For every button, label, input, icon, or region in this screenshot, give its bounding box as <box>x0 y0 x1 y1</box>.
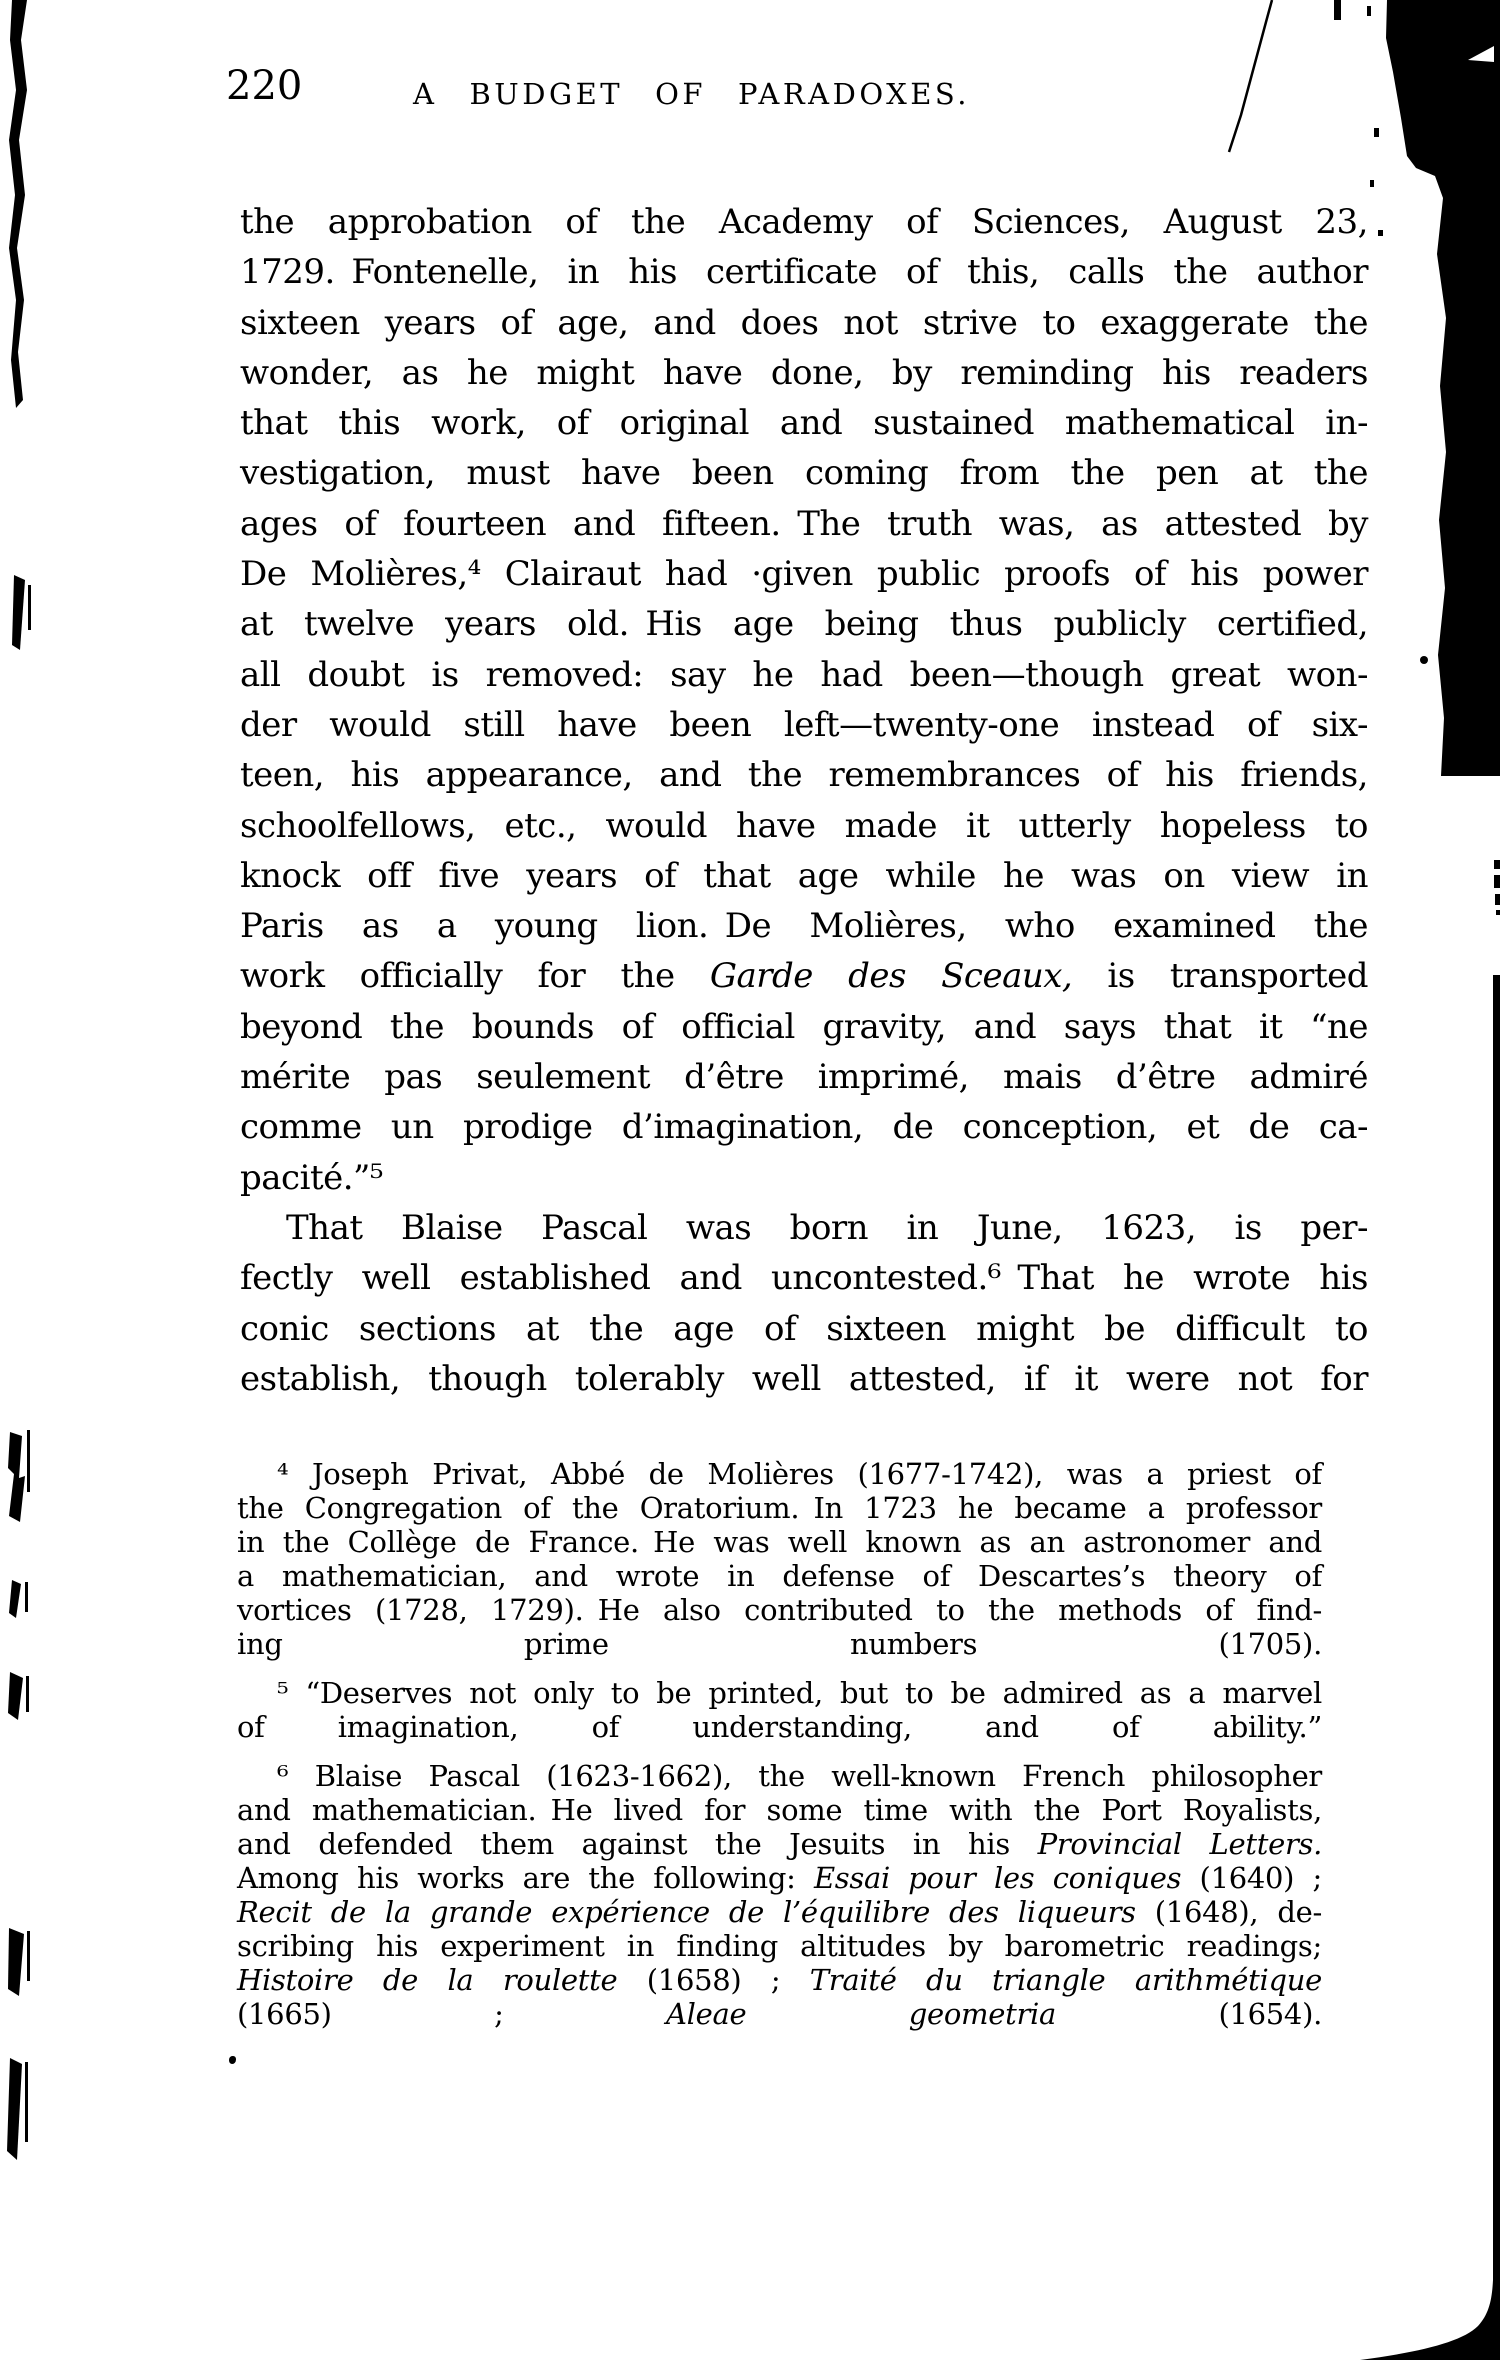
text-line: and mathematician. He lived for some time with the Port Royalists, <box>237 1793 1322 1827</box>
footnotes <box>237 1457 1322 2046</box>
ink-dot <box>229 2056 236 2064</box>
scan-edge-line <box>1493 975 1500 2305</box>
text-line: Recit de la grande expérience de l’équilibre des liqueurs (1648), de- <box>237 1895 1322 1929</box>
text-line: ⁵ “Deserves not only to be printed, but to be admired as a marvel <box>277 1676 1322 1710</box>
text-line: fectly well established and uncontested.⁶ That he wrote his <box>240 1258 1368 1299</box>
text-line: in the Collège de France. He was well known as an astronomer and <box>237 1525 1322 1559</box>
text-line: a mathematician, and wrote in defense of Descartes’s theory of <box>237 1559 1322 1593</box>
scan-streak-left <box>9 0 27 408</box>
ink-speck <box>1420 656 1428 664</box>
text-line: wonder, as he might have done, by reminding his readers <box>240 352 1368 393</box>
text-line: ⁴ Joseph Privat, Abbé de Molières (1677-1742), was a priest of <box>277 1457 1322 1491</box>
text-line: der would still have been left—twenty-one instead of six- <box>240 704 1368 745</box>
footnote-5 <box>237 1676 1322 1744</box>
text-line: work officially for the Garde des Sceaux, is transported <box>240 956 1368 997</box>
text-line: establish, though tolerably well attested, if it were not for <box>240 1358 1368 1399</box>
text-line: of imagination, of understanding, and of ability.” <box>237 1710 1322 1744</box>
text-line: that this work, of original and sustained mathematical in- <box>240 403 1368 444</box>
paragraph-1 <box>240 197 1368 1203</box>
text-line: mérite pas seulement d’être imprimé, mais d’être admiré <box>240 1057 1368 1098</box>
text-line: knock off five years of that age while he was on view in <box>240 855 1368 896</box>
text-line: Paris as a young lion. De Molières, who examined the <box>240 906 1368 947</box>
text-line: (1665) ; Aleae geometria (1654). <box>237 1997 1323 2031</box>
text-line: comme un prodige d’imagination, de conception, et de ca- <box>240 1107 1368 1148</box>
body-text <box>240 197 1368 1404</box>
text-line: beyond the bounds of official gravity, and says that it “ne <box>240 1006 1368 1047</box>
scan-flare-bottom-right <box>1360 2280 1500 2360</box>
scan-hairline <box>1229 0 1272 152</box>
text-line: sixteen years of age, and does not strive to exaggerate the <box>240 302 1368 343</box>
text-line: scribing his experiment in finding altitudes by barometric readings; <box>237 1929 1322 1963</box>
running-title: A BUDGET OF PARADOXES. <box>413 77 970 111</box>
text-line: ing prime numbers (1705). <box>237 1627 1322 1661</box>
text-line: ages of fourteen and fifteen. The truth was, as attested by <box>240 503 1368 544</box>
scan-blob-top-right <box>1386 0 1500 776</box>
text-line: conic sections at the age of sixteen might be difficult to <box>240 1308 1368 1349</box>
text-line: vestigation, must have been coming from the pen at the <box>240 453 1368 494</box>
footnote-6 <box>237 1759 1322 2031</box>
text-line: all doubt is removed: say he had been—though great won- <box>240 654 1368 695</box>
text-line: Among his works are the following: Essai pour les coniques (1640) ; <box>237 1861 1322 1895</box>
text-line: the approbation of the Academy of Sciences, August 23, <box>240 202 1368 242</box>
text-line: at twelve years old. His age being thus publicly certified, <box>240 604 1368 645</box>
text-line: and defended them against the Jesuits in his Provincial Letters. <box>237 1827 1323 1861</box>
text-line: the Congregation of the Oratorium. In 1723 he became a professor <box>237 1491 1322 1525</box>
text-line: De Molières,⁴ Clairaut had ·given public proofs of his power <box>240 554 1368 595</box>
paragraph-2 <box>240 1203 1368 1404</box>
page-number: 220 <box>226 63 303 109</box>
text-line: That Blaise Pascal was born in June, 1623, is per- <box>286 1207 1368 1248</box>
text-line: ⁶ Blaise Pascal (1623-1662), the well-known French philosopher <box>277 1759 1322 1793</box>
text-line: 1729. Fontenelle, in his certificate of this, calls the author <box>240 252 1368 293</box>
text-line: teen, his appearance, and the remembrances of his friends, <box>240 755 1368 796</box>
text-line: Histoire de la roulette (1658) ; Traité du triangle arithmétique <box>237 1963 1323 1997</box>
footnote-4 <box>237 1457 1322 1661</box>
text-line: vortices (1728, 1729). He also contributed to the methods of find- <box>237 1593 1322 1627</box>
text-line: schoolfellows, etc., would have made it utterly hopeless to <box>240 805 1368 846</box>
text-line: pacité.”⁵ <box>240 1157 384 1198</box>
